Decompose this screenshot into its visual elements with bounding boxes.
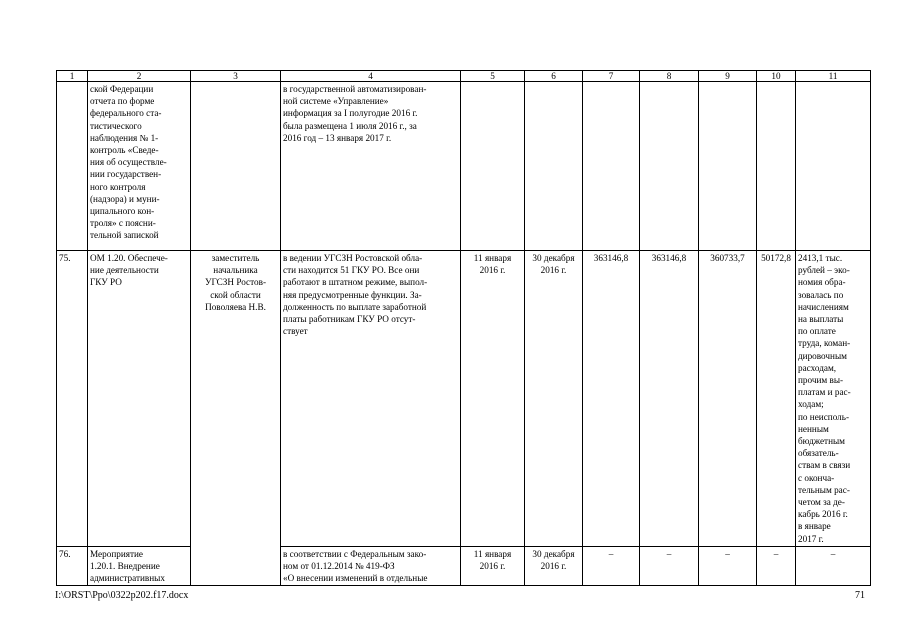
table-row-continued [57,82,871,251]
cell-event-name: Мероприятие 1.20.1. Внедрение административных [88,546,191,586]
cell-value-10: – [757,546,796,586]
cell-start-date: 11 января 2016 г. [461,546,525,586]
col-header: 9 [699,71,757,82]
cell-end-date: 30 декабря 2016 г. [525,546,583,586]
page-number: 71 [855,590,865,601]
cell-end-date: 30 декабря 2016 г. [525,251,583,547]
cell-value-10: 50172,8 [757,251,796,547]
cell-value-9: – [699,546,757,586]
col-header: 2 [88,71,191,82]
cell-value-10 [757,82,796,251]
table-row-76 [57,546,871,586]
cell-result: в ведении УГСЗН Ростовской обла- сти находится 51 ГКУ РО. Все они работают в штатном режиме, выпол- няя предусмотренные функции. За- долженность по выплате заработной платы работникам ГКУ РО отсут- ствует [281,251,461,547]
cell-start-date: 11 января 2016 г. [461,251,525,547]
cell-event-name: ской Федерации отчета по форме федерального ста- тистического наблюдения № 1- контроль «Сведе- ния об осуществле- нии государствен- ного контроля (надзора) и муни- ципального кон- троля» с поясни- тельной запиской [88,82,191,251]
col-header: 3 [191,71,281,82]
cell-end-date [525,82,583,251]
cell-value-7 [583,82,640,251]
cell-result: в государственной автоматизирован- ной системе «Управление» информация за I полугодие 2016 г. была размещена 1 июля 2016 г., за 2016 год – 13 января 2017 г. [281,82,461,251]
cell-note [796,82,871,251]
col-header: 8 [640,71,699,82]
cell-value-9 [699,82,757,251]
col-header: 4 [281,71,461,82]
cell-start-date [461,82,525,251]
col-header: 7 [583,71,640,82]
cell-value-8 [640,82,699,251]
cell-value-7: – [583,546,640,586]
column-number-row [57,71,871,82]
cell-number: 75. [57,251,88,547]
cell-value-8: 363146,8 [640,251,699,547]
cell-note: 2413,1 тыс. рублей – эко- номия обра- зовалась по начислениям на выплаты по оплате труда, коман- дировочным расходам, прочим вы- платам и рас- ходам; по неисполь- ненным бюджетным обязатель- ствам в связи с оконча- тельным рас- четом за де- кабрь 2016 г. в январе 2017 г. [796,251,871,547]
table-row-75 [57,251,871,547]
col-header: 1 [57,71,88,82]
cell-note: – [796,546,871,586]
report-table [56,70,871,586]
cell-value-7: 363146,8 [583,251,640,547]
cell-number [57,82,88,251]
cell-result: в соответствии с Федеральным зако- ном от 01.12.2014 № 419-ФЗ «О внесении изменений в отдельные [281,546,461,586]
cell-value-8: – [640,546,699,586]
cell-responsible: заместитель начальника УГСЗН Ростов- ской области Поволяева Н.В. [191,251,281,586]
col-header: 10 [757,71,796,82]
col-header: 5 [461,71,525,82]
cell-responsible [191,82,281,251]
col-header: 11 [796,71,871,82]
cell-event-name: ОМ 1.20. Обеспече- ние деятельности ГКУ РО [88,251,191,547]
footer-file-path: I:\ORST\Ppo\0322p202.f17.docx [55,590,189,601]
cell-number: 76. [57,546,88,586]
cell-value-9: 360733,7 [699,251,757,547]
col-header: 6 [525,71,583,82]
